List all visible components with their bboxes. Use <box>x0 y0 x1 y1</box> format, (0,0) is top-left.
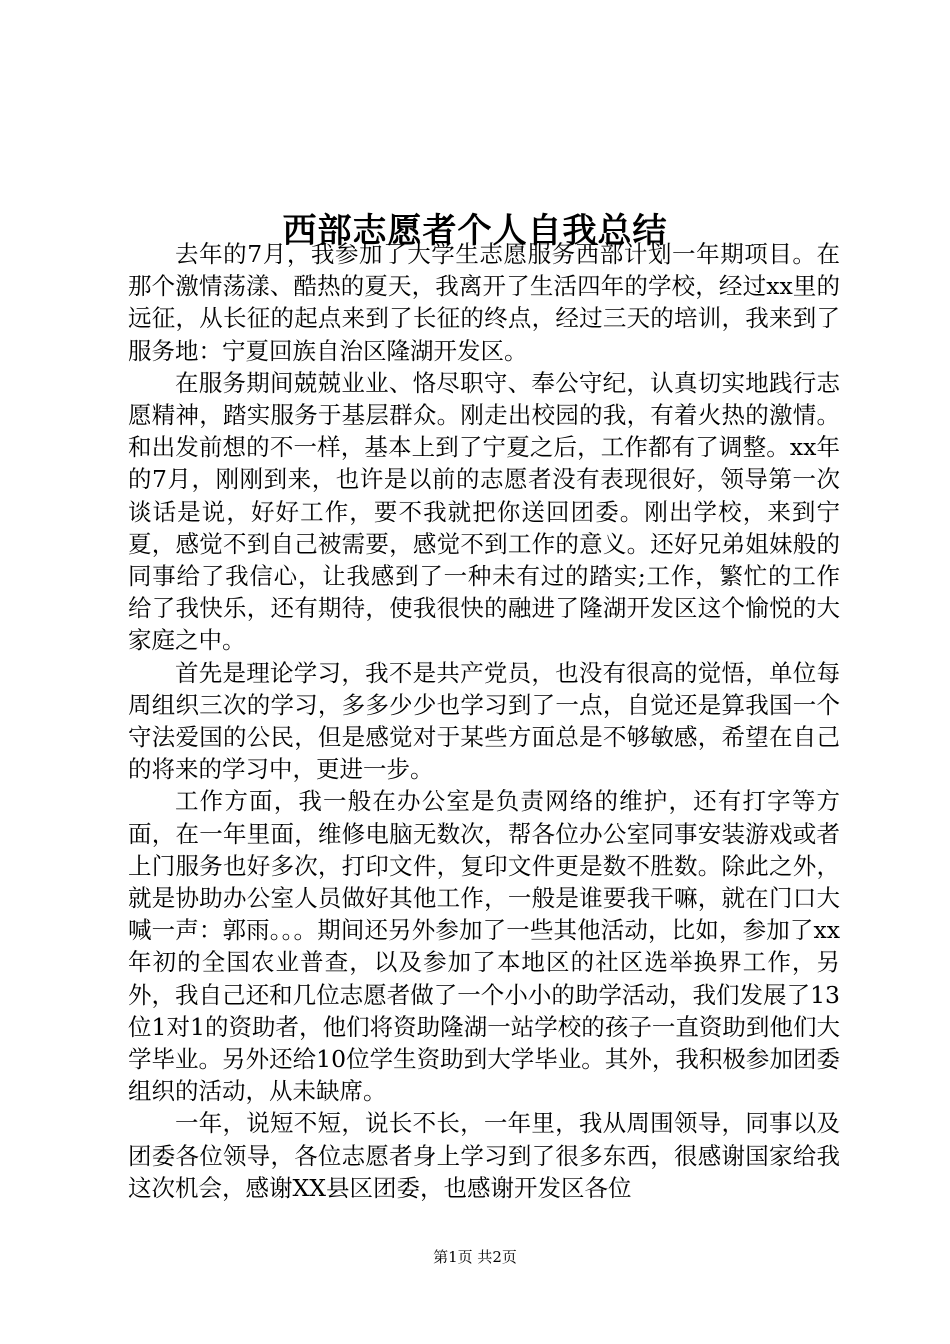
page-footer: 第1页 共2页 <box>433 1248 517 1266</box>
document-title: 西部志愿者个人自我总结 <box>282 210 668 251</box>
paragraph-1: 去年的7月，我参加了大学生志愿服务西部计划一年期项目。在那个激情荡漾、酷热的夏天，我离开了生活四年的学校，经过xx里的远征，从长征的起点来到了长征的终点，经过三天的培训，我来到了服务地：宁夏回族自治区隆湖开发区。 <box>128 240 840 365</box>
paragraph-2: 在服务期间兢兢业业、恪尽职守、奉公守纪，认真切实地践行志愿精神，踏实服务于基层群众。刚走出校园的我，有着火热的激情。和出发前想的不一样，基本上到了宁夏之后，工作都有了调整。xx年的7月，刚刚到来，也许是以前的志愿者没有表现很好，领导第一次谈话是说，好好工作，要不我就把你送回团委。刚出学校，来到宁夏，感觉不到自己被需要，感觉不到工作的意义。还好兄弟姐妹般的同事给了我信心，让我感到了一种未有过的踏实;工作，繁忙的工作给了我快乐，还有期待，使我很快的融进了隆湖开发区这个愉悦的大家庭之中。 <box>128 368 840 655</box>
paragraph-4: 工作方面，我一般在办公室是负责网络的维护，还有打字等方面，在一年里面，维修电脑无数次，帮各位办公室同事安装游戏或者上门服务也好多次，打印文件，复印文件更是数不胜数。除此之外，就是协助办公室人员做好其他工作，一般是谁要我干嘛，就在门口大喊一声：郭雨。。。期间还另外参加了一些其他活动，比如，参加了xx年初的全国农业普查，以及参加了本地区的社区选举换界工作，另外，我自己还和几位志愿者做了一个小小的助学活动，我们发展了13位1对1的资助者，他们将资助隆湖一站学校的孩子一直资助到他们大学毕业。另外还给10位学生资助到大学毕业。其外，我积极参加团委组织的活动，从未缺席。 <box>128 787 840 1106</box>
paragraph-5: 一年，说短不短，说长不长，一年里，我从周围领导，同事以及团委各位领导，各位志愿者身上学习到了很多东西，很感谢国家给我这次机会，感谢XX县区团委，也感谢开发区各位 <box>128 1109 840 1202</box>
document-body <box>128 238 840 1204</box>
paragraph-3: 首先是理论学习，我不是共产党员，也没有很高的觉悟，单位每周组织三次的学习，多多少少也学习到了一点，自觉还是算我国一个守法爱国的公民，但是感觉对于某些方面总是不够敏感，希望在自己的将来的学习中，更进一步。 <box>128 658 840 784</box>
